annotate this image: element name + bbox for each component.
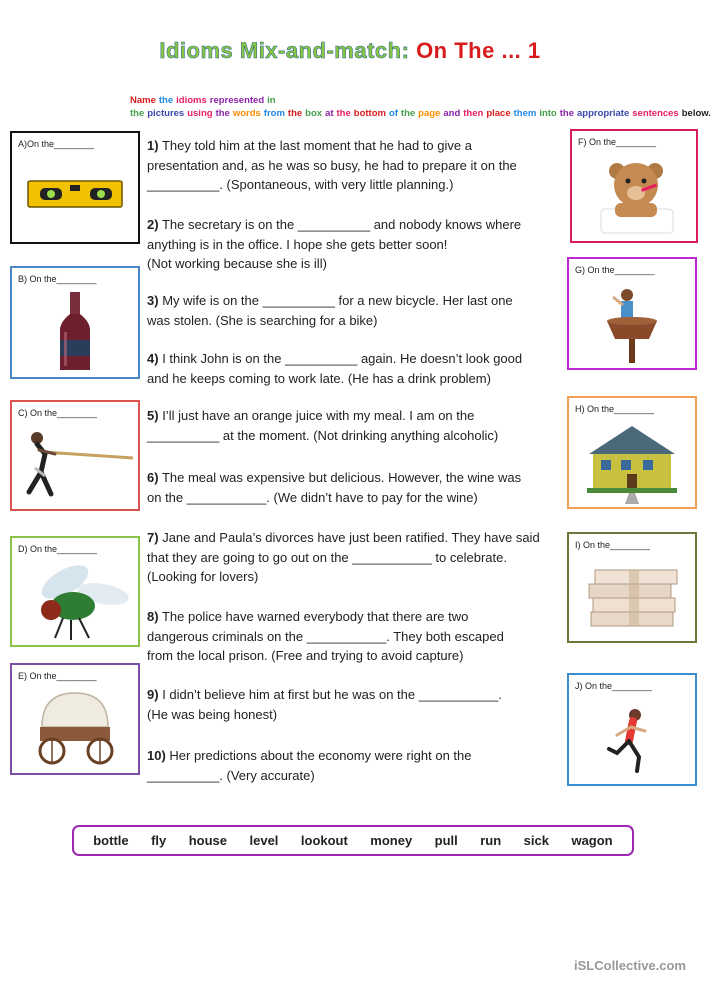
sentence-number: 1) bbox=[147, 138, 159, 153]
sentence-number: 3) bbox=[147, 293, 159, 308]
sentence-line: on the ___________. (We didn’t have to pay for the wine) bbox=[147, 489, 478, 505]
sentence-line: They told him at the last moment that he had to give a bbox=[161, 138, 472, 153]
sentence-line: Her predictions about the economy were right on the bbox=[169, 748, 472, 763]
instruction-word: then bbox=[463, 108, 484, 119]
picture-label: I) On the________ bbox=[575, 540, 651, 550]
sentence-8 bbox=[147, 607, 567, 666]
sentence-line: was stolen. (She is searching for a bike) bbox=[147, 312, 378, 328]
sentence-4 bbox=[147, 349, 567, 388]
instruction-word: the bbox=[287, 108, 303, 119]
sentence-line: __________. (Spontaneous, with very little planning.) bbox=[147, 177, 454, 192]
instruction-word: bottom bbox=[353, 108, 386, 119]
instruction-word: the bbox=[215, 108, 230, 119]
picture-box-a bbox=[10, 131, 140, 244]
sentence-line: I didn’t believe him at first but he was on the ___________. bbox=[162, 687, 502, 702]
instruction-word: using bbox=[187, 108, 213, 119]
runner-icon bbox=[569, 697, 695, 784]
word-level: level bbox=[249, 833, 279, 848]
instruction-word: words bbox=[232, 108, 261, 119]
sentence-3 bbox=[147, 291, 567, 330]
instruction-word: below. bbox=[681, 108, 711, 119]
sentence-line: The police have warned everybody that there are two bbox=[161, 609, 469, 624]
picture-label: J) On the________ bbox=[575, 681, 653, 691]
sentence-line: (Looking for lovers) bbox=[147, 569, 259, 584]
lookout-icon bbox=[569, 281, 695, 368]
instruction-word: the bbox=[400, 108, 416, 119]
sentence-line: (Not working because she is ill) bbox=[147, 256, 327, 271]
sentence-line: (He was being honest) bbox=[147, 706, 278, 722]
sentence-line: from the local prison. (Free and trying to avoid capture) bbox=[147, 648, 464, 663]
sentence-line: __________ at the moment. (Not drinking anything alcoholic) bbox=[147, 427, 499, 443]
sentence-number: 6) bbox=[147, 470, 159, 485]
word-run: run bbox=[480, 833, 502, 848]
instruction-word: the bbox=[158, 95, 174, 106]
picture-box-f bbox=[570, 129, 698, 243]
word-box bbox=[72, 825, 634, 856]
picture-box-b bbox=[10, 266, 140, 379]
word-house: house bbox=[188, 833, 228, 848]
sentence-line: My wife is on the __________ for a new bicycle. Her last one bbox=[162, 293, 513, 308]
sentence-line: I’ll just have an orange juice with my meal. I am on the bbox=[162, 408, 475, 423]
instruction-word: place bbox=[486, 108, 511, 119]
picture-label: B) On the________ bbox=[18, 274, 97, 284]
picture-box-h bbox=[567, 396, 697, 509]
sentence-line: presentation and, as he was so busy, he had to prepare it on the bbox=[147, 157, 517, 173]
sentence-9 bbox=[147, 685, 567, 724]
sentence-number: 5) bbox=[147, 408, 159, 423]
instruction-word: page bbox=[418, 108, 441, 119]
sentence-line: The secretary is on the __________ and nobody knows where bbox=[161, 217, 522, 232]
instruction-word: sentences bbox=[632, 108, 679, 119]
bottle-icon bbox=[12, 290, 138, 377]
sentence-line: anything is in the office. I hope she gets better soon! bbox=[147, 236, 448, 252]
picture-label: E) On the________ bbox=[18, 671, 97, 681]
title-part1: Idioms Mix-and-match: bbox=[159, 38, 410, 63]
sentence-1 bbox=[147, 136, 567, 195]
instruction-word: in the bbox=[130, 95, 276, 119]
instruction-word: of bbox=[388, 108, 398, 119]
picture-label: A)On the________ bbox=[18, 139, 95, 149]
sentence-7 bbox=[147, 528, 567, 587]
picture-box-c bbox=[10, 400, 140, 511]
sentence-line: Jane and Paula’s divorces have just been ratified. They have said bbox=[162, 530, 540, 545]
sentence-5 bbox=[147, 406, 567, 445]
sentence-number: 10) bbox=[147, 748, 166, 763]
instruction-word: the bbox=[336, 108, 351, 119]
instruction-word: into bbox=[539, 108, 557, 119]
sentence-line: I think John is on the __________ again. He doesn’t look good bbox=[162, 351, 523, 366]
instruction-word: the bbox=[559, 108, 574, 119]
sentence-number: 4) bbox=[147, 351, 159, 366]
instruction-word: and bbox=[443, 108, 461, 119]
title-part2: On The ... 1 bbox=[416, 38, 541, 63]
sentence-line: that they are going to go out on the ___________ to celebrate. bbox=[147, 549, 507, 565]
picture-box-g bbox=[567, 257, 697, 370]
tug-of-war-icon bbox=[12, 424, 138, 509]
sentence-line: dangerous criminals on the ___________. They both escaped bbox=[147, 628, 504, 644]
picture-box-j bbox=[567, 673, 697, 786]
instruction-word: box bbox=[305, 108, 323, 119]
word-sick: sick bbox=[523, 833, 549, 848]
sentence-number: 2) bbox=[147, 217, 159, 232]
instructions bbox=[130, 94, 711, 120]
word-bottle: bottle bbox=[93, 833, 129, 848]
sentence-6 bbox=[147, 468, 567, 507]
sentence-number: 8) bbox=[147, 609, 159, 624]
word-wagon: wagon bbox=[571, 833, 613, 848]
wagon-icon bbox=[12, 687, 138, 773]
picture-label: F) On the________ bbox=[578, 137, 657, 147]
picture-label: H) On the________ bbox=[575, 404, 655, 414]
money-icon bbox=[569, 556, 695, 641]
sentence-2 bbox=[147, 215, 567, 274]
sick-teddy-icon bbox=[572, 153, 696, 241]
word-lookout: lookout bbox=[300, 833, 348, 848]
worksheet-title bbox=[0, 38, 700, 64]
picture-box-d bbox=[10, 536, 140, 647]
footer-watermark: iSLCollective.com bbox=[574, 958, 686, 973]
fly-icon bbox=[12, 560, 138, 645]
sentence-number: 9) bbox=[147, 687, 159, 702]
sentence-line: The meal was expensive but delicious. However, the wine was bbox=[161, 470, 522, 485]
instruction-word: Name bbox=[130, 95, 156, 106]
spirit-level-icon bbox=[12, 155, 138, 242]
word-fly: fly bbox=[151, 833, 167, 848]
sentence-line: __________. (Very accurate) bbox=[147, 767, 315, 783]
instruction-word: idioms bbox=[176, 95, 207, 106]
word-pull: pull bbox=[434, 833, 458, 848]
picture-box-i bbox=[567, 532, 697, 643]
sentence-number: 7) bbox=[147, 530, 159, 545]
house-icon bbox=[569, 420, 695, 507]
word-money: money bbox=[370, 833, 413, 848]
sentence-line: and he keeps coming to work late. (He has a drink problem) bbox=[147, 370, 491, 386]
picture-label: D) On the________ bbox=[18, 544, 98, 554]
instruction-word: them bbox=[513, 108, 537, 119]
picture-label: C) On the________ bbox=[18, 408, 98, 418]
instruction-word: from bbox=[263, 108, 285, 119]
instruction-word: at bbox=[325, 108, 334, 119]
instruction-word: appropriate bbox=[576, 108, 630, 119]
instruction-word: pictures bbox=[147, 108, 185, 119]
picture-label: G) On the________ bbox=[575, 265, 655, 275]
picture-box-e bbox=[10, 663, 140, 775]
instruction-word: represented bbox=[209, 95, 265, 106]
sentence-10 bbox=[147, 746, 567, 785]
